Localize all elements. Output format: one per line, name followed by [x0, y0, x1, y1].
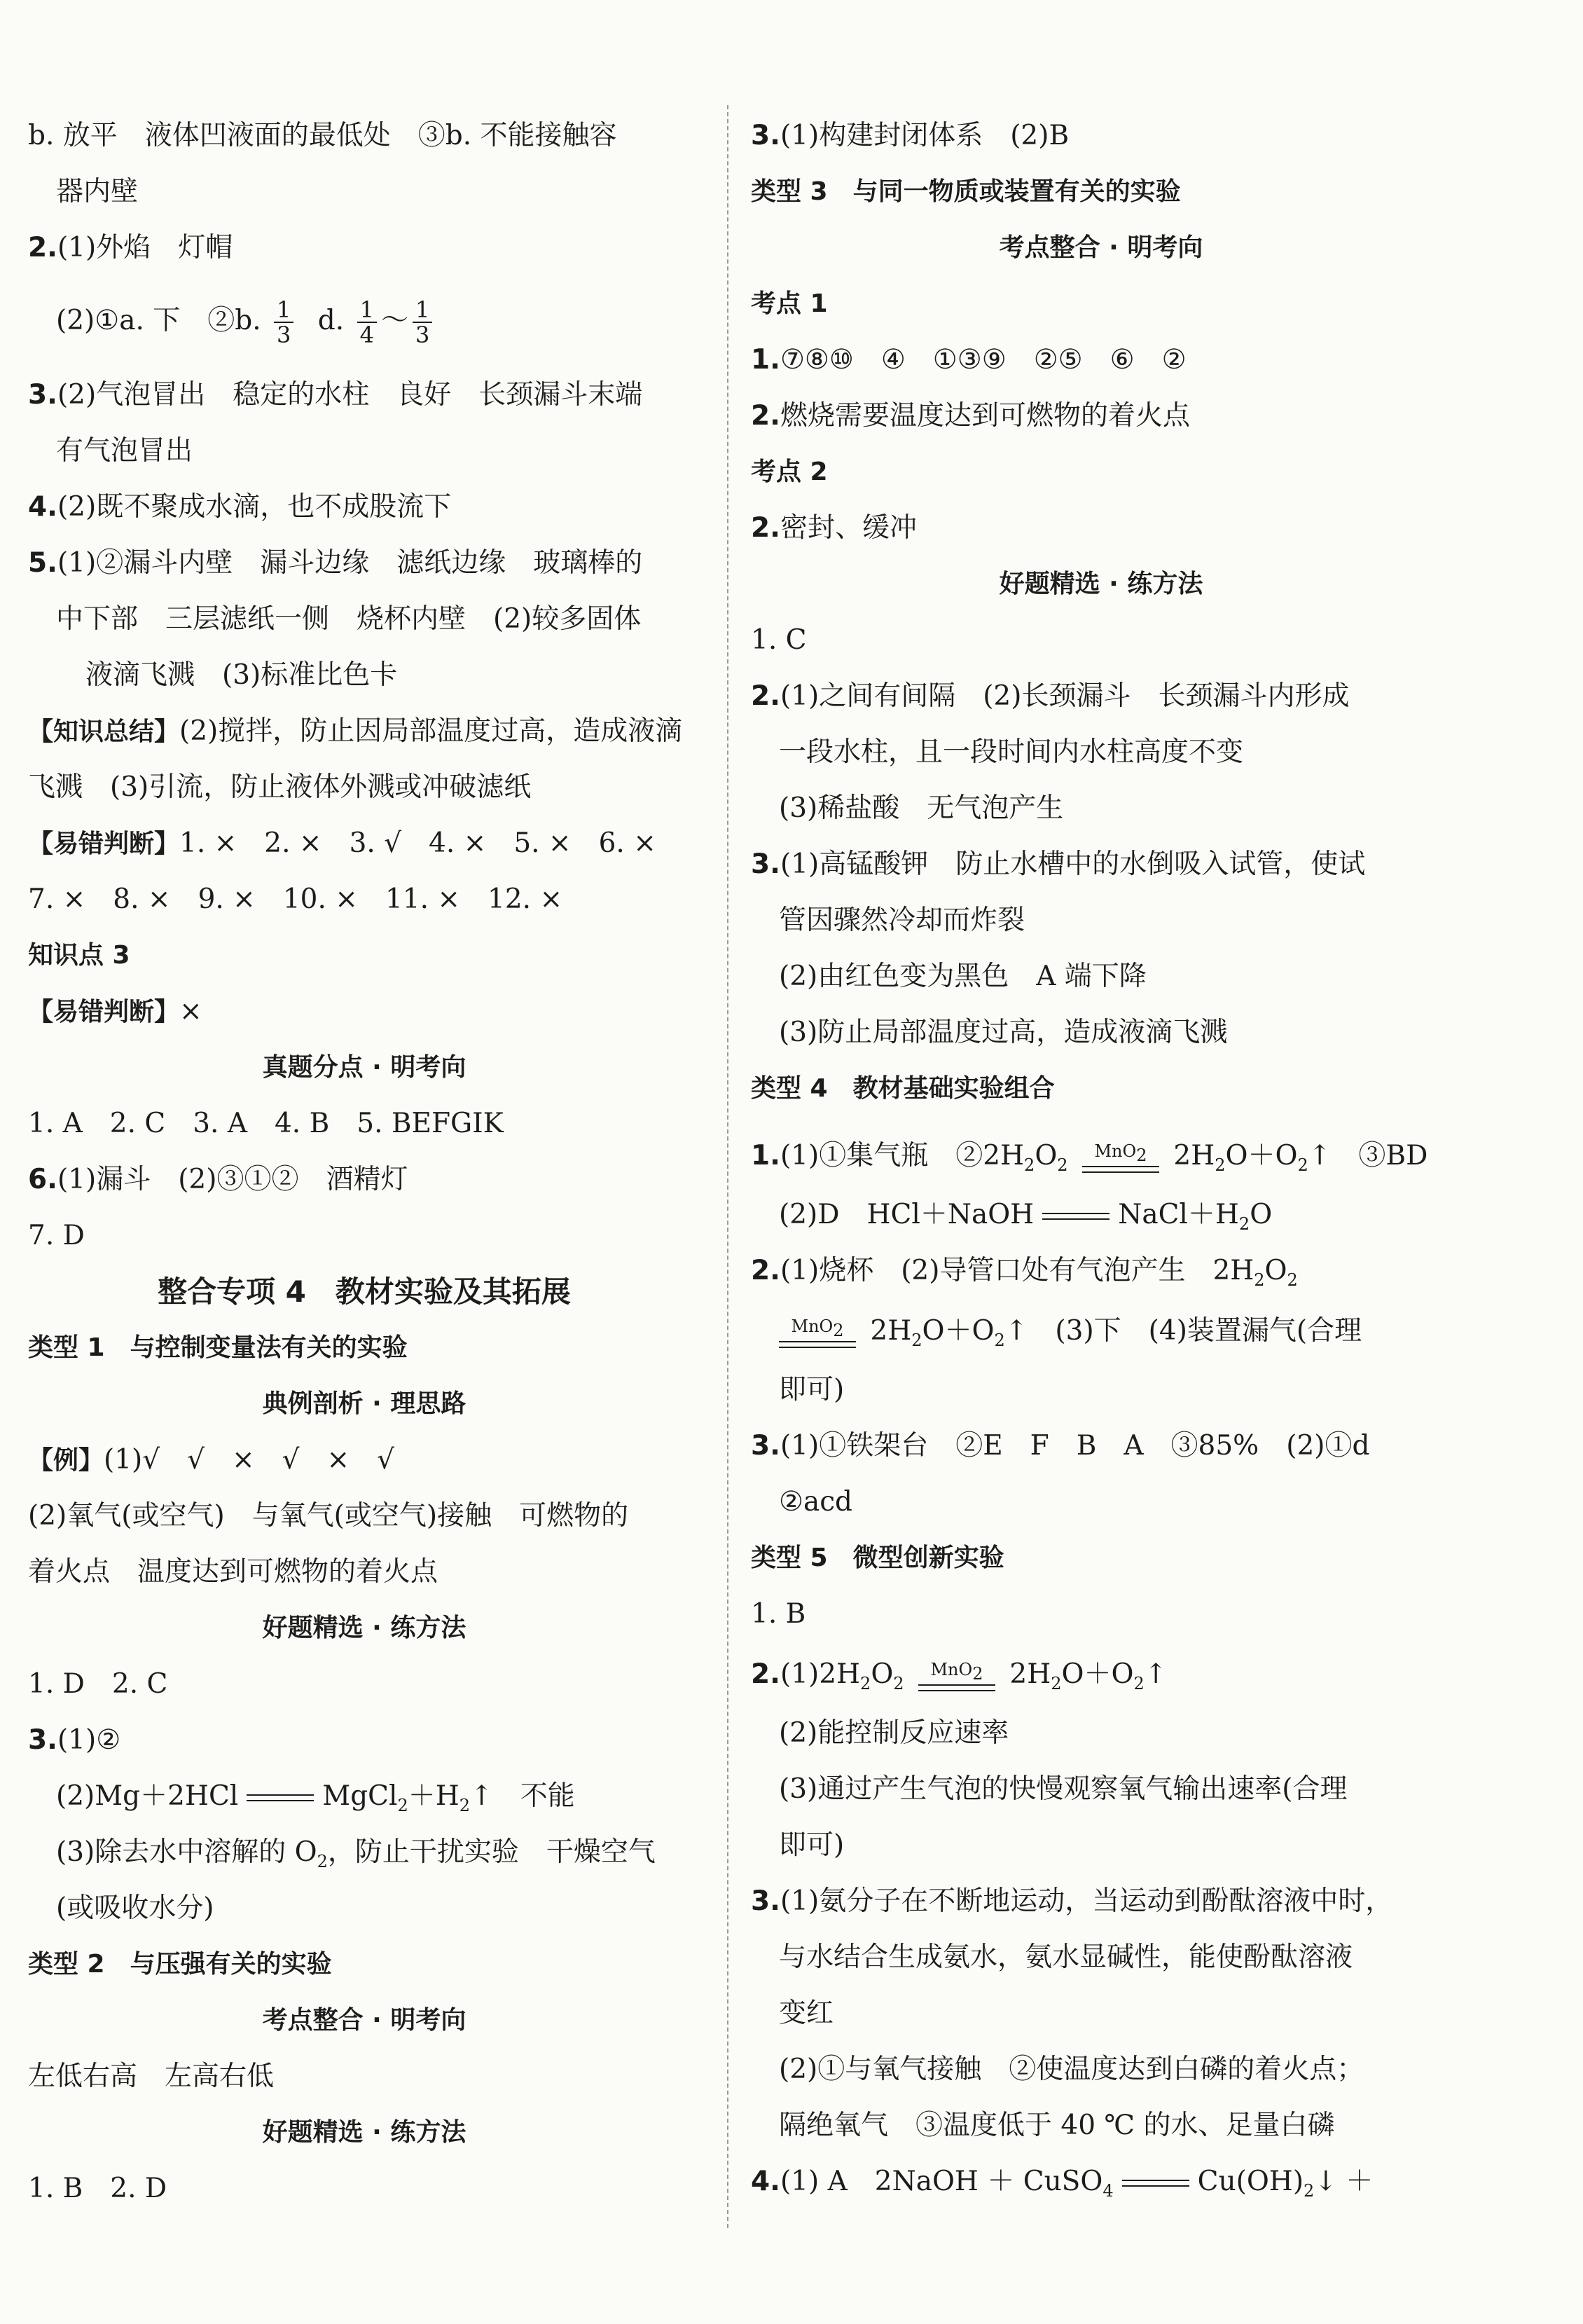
line: b. 放平 液体凹液面的最低处 ③b. 不能接触容 [28, 120, 617, 151]
equation: (2)D HCl＋NaOH $NaCl+H_2O$ [779, 1199, 1273, 1234]
line: 3.(1)② [28, 1724, 121, 1756]
type-heading: 类型 2 与压强有关的实验 [28, 1950, 332, 1979]
line: 一段水柱，且一段时间内水柱高度不变 [779, 736, 1244, 768]
subsection-heading: 好题精选 · 练方法 [262, 2118, 466, 2147]
line: (3)通过产生气泡的快慢观察氧气输出速率(合理 [779, 1773, 1348, 1805]
line: 3.(1)①铁架台 ②E F B A ③85% (2)①d [751, 1430, 1370, 1462]
line: ②acd [779, 1486, 853, 1518]
line: (2)①a. 下 ②b. $\frac{1}{3}$ d. $\frac{1}{4}$ ～ $\frac{1}{3}$ [56, 293, 436, 349]
line: 1.⑦⑧⑩ ④ ①③⑨ ②⑤ ⑥ ② [751, 344, 1187, 376]
equation: (2)Mg＋2HCl $MgCl_2+H_2↑$ 不能 [56, 1780, 575, 1815]
equation: $2.(1)2H_2O_2$ MnO$_2$ $2H_2O+O_2↑$ [751, 1658, 1168, 1693]
line: (2)氧气(或空气) 与氧气(或空气)接触 可燃物的 [28, 1500, 629, 1532]
subsection-heading: 考点整合 · 明考向 [262, 2006, 466, 2035]
line: 【例】(1)√ √ × √ × √ [28, 1444, 395, 1476]
line: 2.(1)烧杯 (2)导管口处有气泡产生 $2H_2O_2$ [751, 1255, 1298, 1290]
line: 7. × 8. × 9. × 10. × 11. × 12. × [28, 883, 563, 915]
subsection-heading: 典例剖析 · 理思路 [262, 1389, 466, 1418]
line: 管因骤然冷却而炸裂 [779, 905, 1025, 936]
reaction-condition: MnO$_2$ [1082, 1142, 1159, 1173]
line: 3.(1)高锰酸钾 防止水槽中的水倒吸入试管，使试 [751, 848, 1366, 880]
section-heading: 知识点 3 [28, 941, 130, 970]
type-heading: 类型 1 与控制变量法有关的实验 [28, 1333, 408, 1362]
line: 【易错判断】1. × 2. × 3. √ 4. × 5. × 6. × [28, 827, 656, 859]
line: 1. A 2. C 3. A 4. B 5. BEFGIK [28, 1108, 504, 1139]
line: 器内壁 [56, 176, 139, 207]
equation: 4.(1) A 2NaOH ＋ CuSO$_4$ $Cu(OH)_2↓$ ＋ [751, 2166, 1374, 2201]
line: (2)①与氧气接触 ②使温度达到白磷的着火点； [779, 2054, 1364, 2085]
subsection-heading: 好题精选 · 练方法 [262, 1614, 466, 1642]
line: 即可) [779, 1374, 845, 1405]
line: (3)除去水中溶解的 $O_2$，防止干扰实验 干燥空气 [56, 1836, 656, 1871]
line: 3.(1)氨分子在不断地运动，当运动到酚酞溶液中时， [751, 1885, 1393, 1917]
line: 2.燃烧需要温度达到可燃物的着火点 [751, 400, 1190, 432]
subsection-heading: 真题分点 · 明考向 [262, 1053, 466, 1082]
line: 即可) [779, 1829, 845, 1861]
line: 5.(1)②漏斗内壁 漏斗边缘 滤纸边缘 玻璃棒的 [28, 547, 643, 579]
type-heading: 类型 4 教材基础实验组合 [751, 1074, 1055, 1103]
line: 1. B [751, 1598, 806, 1630]
line: 3.(2)气泡冒出 稳定的水柱 良好 长颈漏斗末端 [28, 379, 643, 411]
line: 有气泡冒出 [56, 435, 193, 467]
line: (2)能控制反应速率 [779, 1717, 1009, 1749]
column-divider [727, 105, 728, 2228]
section-heading: 考点 2 [751, 458, 828, 486]
type-heading: 类型 5 微型创新实验 [751, 1543, 1004, 1572]
line: 1. C [751, 624, 807, 656]
line: (或吸收水分) [56, 1892, 214, 1924]
line: 1. B 2. D [28, 2173, 167, 2204]
section-heading: 考点 1 [751, 289, 828, 318]
equation: MnO$_2$ $2H_2O+O_2↑$ (3)下 (4)装置漏气(合理 [779, 1303, 1362, 1359]
equation: 1.(1)①集气瓶 $②2H_2O_2$ MnO$_2$ $2H_2O+O_2↑$ ③BD [751, 1140, 1428, 1175]
line: 【易错判断】× [28, 996, 202, 1027]
subsection-heading: 考点整合 · 明考向 [999, 233, 1203, 262]
reaction-condition: MnO$_2$ [918, 1661, 995, 1691]
line: 隔绝氧气 ③温度低于 40 ℃ 的水、足量白磷 [779, 2110, 1335, 2141]
line: 与水结合生成氨水，氨水显碱性，能使酚酞溶液 [779, 1941, 1353, 1973]
line: 7. D [28, 1220, 85, 1251]
line: 3.(1)构建封闭体系 (2)B [751, 120, 1070, 151]
fraction: $\frac{1}{3}$ [274, 298, 293, 347]
line: (3)稀盐酸 无气泡产生 [779, 792, 1064, 824]
fraction: $\frac{1}{3}$ [413, 298, 432, 347]
line: (3)防止局部温度过高，造成液滴飞溅 [779, 1017, 1228, 1048]
line: 2.(1)之间有间隔 (2)长颈漏斗 长颈漏斗内形成 [751, 680, 1350, 712]
subsection-heading: 好题精选 · 练方法 [999, 570, 1203, 598]
line: 2.密封、缓冲 [751, 512, 917, 544]
line: 中下部 三层滤纸一侧 烧杯内壁 (2)较多固体 [56, 603, 642, 635]
line: 变红 [779, 1998, 834, 2029]
line: (2)由红色变为黑色 A 端下降 [779, 961, 1147, 992]
line: 6.(1)漏斗 (2)③①② 酒精灯 [28, 1164, 408, 1195]
line: 1. D 2. C [28, 1668, 168, 1700]
reaction-condition: MnO$_2$ [779, 1317, 856, 1348]
line: 着火点 温度达到可燃物的着火点 [28, 1556, 438, 1588]
chapter-title: 整合专项 4 教材实验及其拓展 [158, 1274, 571, 1309]
line: 液滴飞溅 (3)标准比色卡 [85, 659, 398, 691]
line: 2.(1)外焰 灯帽 [28, 232, 233, 263]
fraction: $\frac{1}{4}$ [357, 298, 377, 347]
line: 左低右高 左高右低 [28, 2061, 275, 2092]
line: 4.(2)既不聚成水滴，也不成股流下 [28, 491, 452, 523]
line: 飞溅 (3)引流，防止液体外溅或冲破滤纸 [28, 771, 532, 803]
line: 【知识总结】(2)搅拌，防止因局部温度过高，造成液滴 [28, 715, 683, 747]
type-heading: 类型 3 与同一物质或装置有关的实验 [751, 177, 1181, 206]
